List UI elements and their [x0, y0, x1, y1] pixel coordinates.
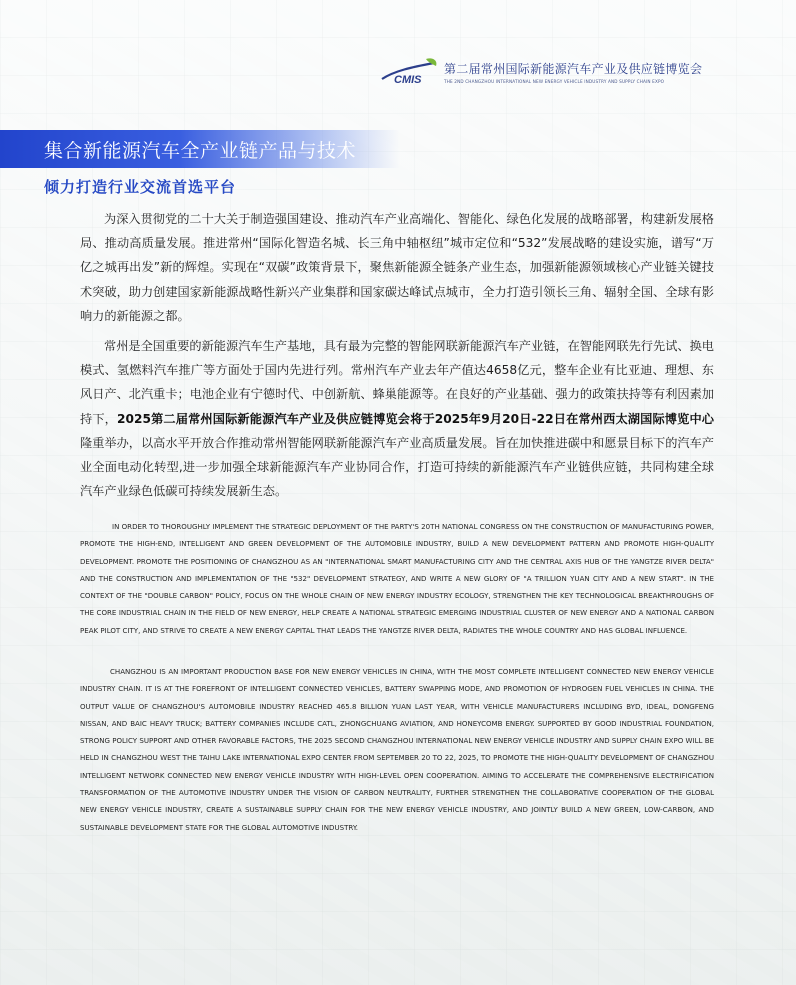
expo-title-en: THE 2ND CHANGZHOU INTERNATIONAL NEW ENERGY VEHICLE INDUSTRY AND SUPPLY CHAIN EXPO	[444, 79, 665, 84]
section-subtitle: 倾力打造行业交流首选平台	[44, 178, 237, 196]
cmis-logo-mark	[380, 57, 440, 87]
logo-text: CMIS	[394, 74, 422, 86]
expo-logo	[380, 56, 780, 88]
intro-paragraph-cn-1: 为深入贯彻党的二十大关于制造强国建设、推动汽车产业高端化、智能化、绿色化发展的战略部署，构建新发展格局、推动高质量发展。推进常州“国际化智造名城、长三角中轴枢纽”城市定位和“532”发展战略的建设实施，谱写“万亿之城再出发”新的辉煌。实现在“双碳”政策背景下，聚焦新能源全链条产业生态，加强新能源领域核心产业链关键技术突破，助力创建国家新能源战略性新兴产业集群和国家碳达峰试点城市，全力打造引领长三角、辐射全国、全球有影响力的新能源之都。	[80, 212, 714, 323]
expo-title-cn: 第二届常州国际新能源汽车产业及供应链博览会	[444, 62, 703, 76]
expo-date-venue-highlight: 2025第二届常州国际新能源汽车产业及供应链博览会将于2025年9月20日-22日在常州西太湖国际博览中心	[117, 411, 714, 426]
cmis-swoosh-icon	[380, 57, 440, 87]
section-title-banner	[0, 130, 400, 168]
intro-paragraph-cn-2	[80, 334, 714, 503]
paragraph-cn-2-start: 常州是全国重要的新能源汽车生产基地，具有最为完整的智能网联新能源汽车产业链，在智能网联先行先试、换电模式、氢燃料汽车推广等方面处于国内先进行列。常州汽车产业去年产值达4658亿元，整车企业有比亚迪、理想、东风日产、北汽重卡；电池企业有宁德时代、中创新航、蜂巢能源等。在良好的产业基础、强力的政策扶持等有利因素加持下，	[80, 339, 714, 426]
paragraph-cn-2-end: 隆重举办，以高水平开放合作推动常州智能网联新能源汽车产业高质量发展。旨在加快推进碳中和愿景目标下的汽车产业全面电动化转型,进一步加强全球新能源汽车产业协同合作，打造可持续的新能源汽车产业链供应链，共同构建全球汽车产业绿色低碳可持续发展新生态。	[80, 435, 714, 499]
logo-text-block	[444, 60, 702, 84]
intro-paragraph-en-2: CHANGZHOU IS AN IMPORTANT PRODUCTION BASE FOR NEW ENERGY VEHICLES IN CHINA, WITH THE MOST COMPLETE INTELLIGENT CONNECTED NEW ENERGY VEHICLE INDUSTRY CHAIN. IT IS AT THE FOREFRONT OF INTELLIGENT CONNECTED VEHICLES, BATTERY SWAPPING MODE, AND PROMOTION OF HYDROGEN FUEL VEHICLES IN CHINA. THE OUTPUT VALUE OF CHANGZHOU'S AUTOMOBILE INDUSTRY REACHED 465.8 BILLION YUAN LAST YEAR, WITH VEHICLE MANUFACTURERS INCLUDING BYD, IDEAL, DONGFENG NISSAN, AND BAIC HEAVY TRUCK; BATTERY COMPANIES INCLUDE CATL, ZHONGCHUANG AVIATION, AND HONEYCOMB ENERGY. SUPPORTED BY GOOD INDUSTRIAL FOUNDATION, STRONG POLICY SUPPORT AND OTHER FAVORABLE FACTORS, THE 2025 SECOND CHANGZHOU INTERNATIONAL NEW ENERGY VEHICLE INDUSTRY AND SUPPLY CHAIN EXPO WILL BE HELD IN CHANGZHOU WEST THE TAIHU LAKE INTERNATIONAL EXPO CENTER FROM SEPTEMBER 20 TO 22, 2025, TO PROMOTE THE HIGH-QUALITY DEVELOPMENT OF CHANGZHOU INTELLIGENT NETWORK CONNECTED NEW ENERGY VEHICLE INDUSTRY WITH HIGH-LEVEL OPEN COOPERATION. AIMING TO ACCELERATE THE COMPREHENSIVE ELECTRIFICATION TRANSFORMATION OF THE AUTOMOTIVE INDUSTRY UNDER THE VISION OF CARBON NEUTRALITY, FURTHER STRENGTHEN THE COLLABORATIVE COOPERATION OF THE GLOBAL NEW ENERGY VEHICLE INDUSTRY, CREATE A SUSTAINABLE SUPPLY CHAIN FOR THE NEW ENERGY VEHICLE INDUSTRY, AND JOINTLY BUILD A NEW GREEN, LOW-CARBON, AND SUSTAINABLE DEVELOPMENT STATE FOR THE GLOBAL AUTOMOTIVE INDUSTRY.	[80, 667, 714, 832]
intro-paragraph-en-1: IN ORDER TO THOROUGHLY IMPLEMENT THE STRATEGIC DEPLOYMENT OF THE PARTY'S 20TH NATIONAL CONGRESS ON THE CONSTRUCTION OF MANUFACTURING POWER, PROMOTE THE HIGH-END, INTELLIGENT AND GREEN DEVELOPMENT OF THE AUTOMOBILE INDUSTRY, BUILD A NEW DEVELOPMENT PATTERN AND PROMOTE HIGH-QUALITY DEVELOPMENT. PROMOTE THE POSITIONING OF CHANGZHOU AS AN "INTERNATIONAL SMART MANUFACTURING CITY AND THE CENTRAL AXIS HUB OF THE YANGTZE RIVER DELTA" AND THE CONSTRUCTION AND IMPLEMENTATION OF THE "532" DEVELOPMENT STRATEGY, AND WRITE A NEW GLORY OF "A TRILLION YUAN CITY AND A NEW START". IN THE CONTEXT OF THE "DOUBLE CARBON" POLICY, FOCUS ON THE WHOLE CHAIN OF NEW ENERGY INDUSTRY ECOLOGY, STRENGTHEN THE KEY TECHNOLOGICAL BREAKTHROUGHS OF THE CORE INDUSTRIAL CHAIN IN THE FIELD OF NEW ENERGY, HELP CREATE A NATIONAL STRATEGIC EMERGING INDUSTRIAL CLUSTER OF NEW ENERGY AND A NATIONAL CARBON PEAK PILOT CITY, AND STRIVE TO CREATE A NEW ENERGY CAPITAL THAT LEADS THE YANGTZE RIVER DELTA, RADIATES THE WHOLE COUNTRY AND HAS GLOBAL INFLUENCE.	[80, 522, 714, 635]
section-title: 集合新能源汽车全产业链产品与技术	[44, 140, 357, 162]
